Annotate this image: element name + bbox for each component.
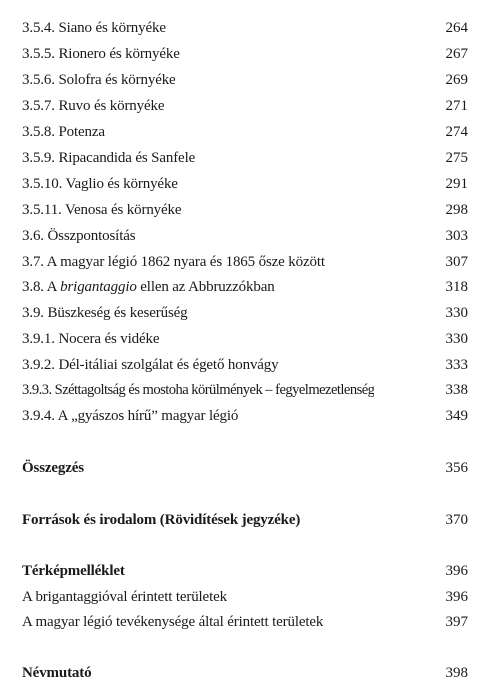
toc-entry-3-9-3 — [22, 381, 468, 399]
toc-entry-title-prefix: 3.8. A — [22, 279, 61, 295]
toc-section-page-number: 396 — [445, 563, 468, 579]
toc-entry-3-5-5 — [22, 45, 468, 63]
toc-entry-title: A magyar légió tevékenysége által érintett területek — [22, 614, 324, 630]
toc-entry-page-number: 307 — [445, 254, 468, 270]
toc-entry-3-5-4 — [22, 19, 468, 37]
toc-entry-title: 3.5.10. Vaglio és környéke — [22, 176, 178, 192]
toc-entry-page-number: 397 — [445, 614, 468, 630]
toc-entry-page-number: 274 — [445, 124, 468, 140]
toc-entry-3-5-6 — [22, 71, 468, 89]
toc-entry-3-8 — [22, 278, 468, 296]
toc-entry-page-number: 333 — [445, 357, 468, 373]
toc-section-nevmutato — [22, 664, 468, 682]
toc-entry-3-9 — [22, 304, 468, 322]
toc-entry-title: 3.9. Büszkeség és keserűség — [22, 305, 188, 321]
toc-section-page-number: 356 — [445, 460, 468, 476]
toc-entry-title-suffix: ellen az Abbruzzókban — [136, 279, 275, 295]
toc-entry-3-9-2 — [22, 356, 468, 374]
toc-entry-3-5-8 — [22, 123, 468, 141]
toc-section-forrasok — [22, 511, 468, 529]
toc-entry-title: 3.5.9. Ripacandida és Sanfele — [22, 150, 196, 166]
toc-entry-title: 3.5.6. Solofra és környéke — [22, 72, 176, 88]
toc-entry-page-number: 318 — [445, 279, 468, 295]
toc-section-terkepmelleklet — [22, 562, 468, 580]
toc-entry-page-number: 303 — [445, 228, 468, 244]
toc-entry-page-number: 271 — [445, 98, 468, 114]
toc-entry-title: 3.5.11. Venosa és környéke — [22, 202, 182, 218]
toc-entry-title: 3.9.1. Nocera és vidéke — [22, 331, 160, 347]
toc-section-title: Források és irodalom (Rövidítések jegyzéke) — [22, 512, 301, 528]
toc-entry-3-6 — [22, 227, 468, 245]
toc-section-title: Névmutató — [22, 665, 92, 681]
toc-entry-3-5-11 — [22, 201, 468, 219]
toc-entry-page-number: 349 — [445, 408, 468, 424]
toc-entry-title — [22, 278, 275, 296]
toc-entry-title-italic: brigantaggio — [60, 279, 137, 295]
toc-section-page-number: 370 — [445, 512, 468, 528]
toc-entry-map-brigantaggio — [22, 588, 468, 606]
toc-entry-3-9-4 — [22, 407, 468, 425]
toc-entry-page-number: 338 — [445, 382, 468, 398]
toc-entry-page-number: 298 — [445, 202, 468, 218]
toc-entry-title: 3.5.5. Rionero és környéke — [22, 46, 180, 62]
toc-entry-page-number: 269 — [445, 72, 468, 88]
toc-entry-page-number: 330 — [445, 331, 468, 347]
toc-entry-title: 3.9.2. Dél-itáliai szolgálat és égető honvágy — [22, 357, 279, 373]
toc-entry-page-number: 267 — [445, 46, 468, 62]
toc-entry-title: 3.5.4. Siano és környéke — [22, 20, 166, 36]
toc-entry-page-number: 264 — [445, 20, 468, 36]
toc-entry-3-5-7 — [22, 97, 468, 115]
toc-entry-3-5-10 — [22, 175, 468, 193]
toc-entry-title: 3.5.7. Ruvo és környéke — [22, 98, 165, 114]
toc-entry-map-magyar-legio — [22, 613, 468, 631]
toc-section-title: Térképmelléklet — [22, 563, 125, 579]
toc-entry-page-number: 275 — [445, 150, 468, 166]
toc-entry-3-7 — [22, 253, 468, 271]
toc-entry-title: 3.7. A magyar légió 1862 nyara és 1865 ősze között — [22, 254, 325, 270]
toc-entry-title: 3.9.4. A „gyászos hírű” magyar légió — [22, 408, 239, 424]
toc-entry-3-9-1 — [22, 330, 468, 348]
toc-entry-title: 3.9.3. Széttagoltság és mostoha körülmények – fegyelmezetlenség — [22, 382, 375, 398]
toc-entry-page-number: 291 — [445, 176, 468, 192]
toc-entry-page-number: 396 — [445, 589, 468, 605]
toc-section-page-number: 398 — [445, 665, 468, 681]
toc-entry-3-5-9 — [22, 149, 468, 167]
toc-entry-title: A brigantaggióval érintett területek — [22, 589, 227, 605]
toc-section-osszegzes — [22, 459, 468, 477]
toc-section-title: Összegzés — [22, 460, 84, 476]
toc-entry-page-number: 330 — [445, 305, 468, 321]
toc-entry-title: 3.6. Összpontosítás — [22, 228, 136, 244]
toc-entry-title: 3.5.8. Potenza — [22, 124, 105, 140]
